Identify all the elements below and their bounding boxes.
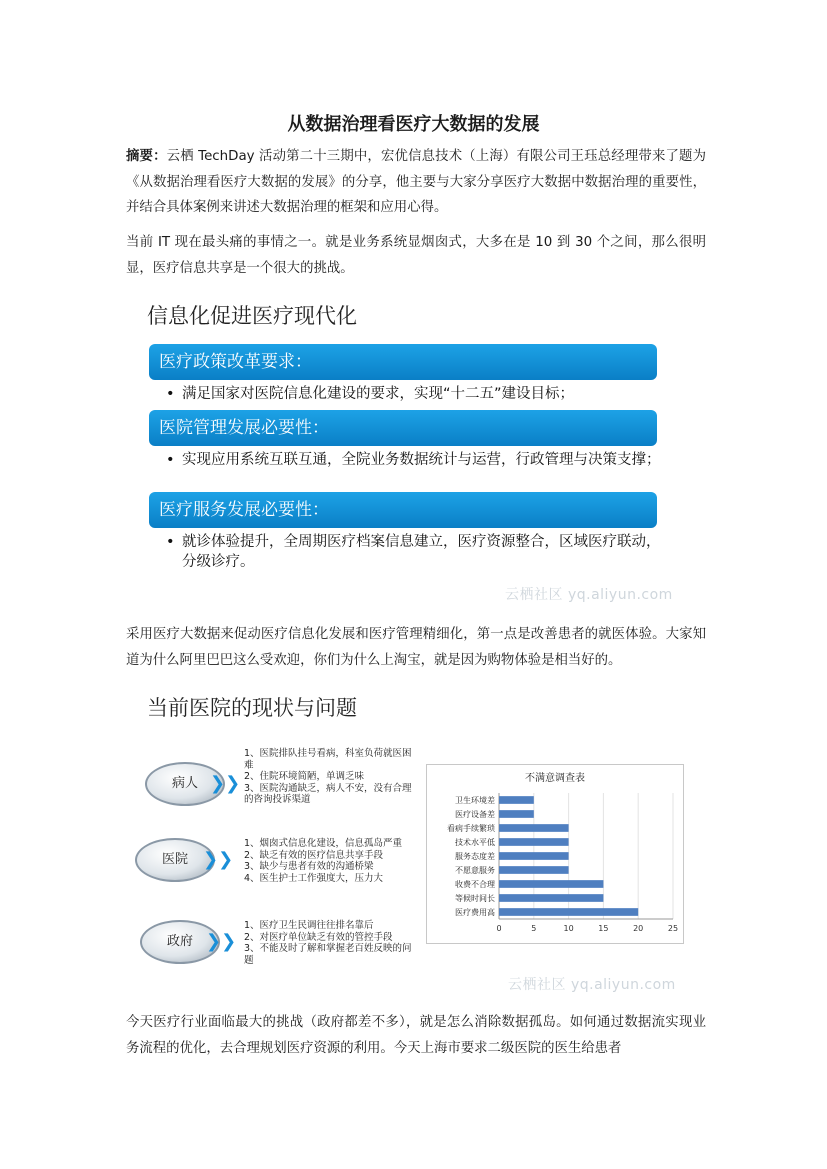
x-tick-label: 20 [633,924,644,933]
slide1-bullet [166,532,666,572]
category-label: 技术水平低 [455,838,495,847]
bullet-glyph: • [166,386,175,402]
category-label: 卫生环境差 [455,796,495,805]
dissatisfaction-chart [427,765,683,943]
slide1-bullet [166,450,666,470]
slide1-bullet-text: 满足国家对医院信息化建设的要求，实现“十二五”建设目标； [182,386,575,402]
abstract-label: 摘要： [126,149,167,164]
slide1-bullet-text: 就诊体验提升，全周期医疗档案信息建立，医疗资源整合，区域医疗联动，分级诊疗。 [182,534,661,570]
issue-line: 4、医生护士工作强度大，压力大 [244,872,384,884]
issue-line: 3、缺少与患者有效的沟通桥梁 [244,861,374,872]
issue-line: 3、不能及时了解和掌握老百姓反映的问题 [244,943,412,966]
group-oval-hospital: 医院 [135,838,215,882]
group-oval-government: 政府 [140,920,220,964]
bar [499,852,569,860]
dissatisfaction-chart-frame [426,764,684,944]
bullet-glyph: • [166,534,175,550]
bar [499,866,569,874]
x-tick-label: 10 [563,924,574,933]
category-label: 看病手续繁琐 [447,824,495,833]
bar [499,810,534,818]
slide1-section-heading: 医疗服务发展必要性： [149,492,657,528]
slide1-watermark: 云栖社区 yq.aliyun.com [505,587,673,603]
bar [499,796,534,804]
paragraph-3: 今天医疗行业面临最大的挑战（政府都差不多），就是怎么消除数据孤岛。如何通过数据流实现业务流程的优化，去合理规划医疗资源的利用。今天上海市要求二级医院的医生给患者 [126,1015,706,1056]
slide1-section-heading: 医疗政策改革要求： [149,344,657,380]
slide2-title: 当前医院的现状与问题 [147,696,357,720]
category-label: 医疗费用高 [455,908,495,917]
document-title: 从数据治理看医疗大数据的发展 [287,114,540,135]
issue-list-government [244,920,420,966]
chart-title: 不满意调查表 [525,773,585,784]
issue-list-patient [244,748,420,806]
issue-line: 1、医疗卫生民调往往排名靠后 [244,920,374,931]
slide2-watermark: 云栖社区 yq.aliyun.com [508,977,676,993]
abstract-text: 云栖 TechDay 活动第二十三期中，宏优信息技术（上海）有限公司王珏总经理带来了题为《从数据治理看医疗大数据的发展》的分享，他主要与大家分享医疗大数据中数据治理的重要性，并结合具体案例来讲述大数据治理的框架和应用心得。 [126,149,706,215]
slide1-bullet [166,384,666,404]
bar [499,824,569,832]
slide1-bullet-text: 实现应用系统互联互通，全院业务数据统计与运营，行政管理与决策支撑； [182,452,661,468]
paragraph-2: 采用医疗大数据来促动医疗信息化发展和医疗管理精细化，第一点是改善患者的就医体验。大家知道为什么阿里巴巴这么受欢迎，你们为什么上淘宝，就是因为购物体验是相当好的。 [126,627,706,668]
group-oval-patient: 病人 [145,762,225,806]
paragraph-1: 当前 IT 现在最头痛的事情之一。就是业务系统显烟囱式，大多在是 10 到 30 个之间，那么很明显，医疗信息共享是一个很大的挑战。 [126,235,706,276]
slide1-section-heading: 医院管理发展必要性： [149,410,657,446]
bar [499,894,603,902]
x-tick-label: 25 [667,924,679,933]
bar [499,838,569,846]
category-label: 服务态度差 [455,852,495,861]
bar [499,908,638,916]
chevron-right-icon: ❯❯ [210,773,241,794]
issue-line: 1、烟囱式信息化建设，信息孤岛严重 [244,838,403,849]
category-label: 不愿意服务 [455,866,495,875]
category-label: 医疗设备差 [455,810,495,819]
chevron-right-icon: ❯❯ [203,849,234,870]
issue-line: 1、医院排队挂号看病，科室负荷就医困难 [244,748,412,771]
abstract-paragraph [126,144,706,221]
x-tick-label: 15 [598,924,609,933]
issue-line: 2、缺乏有效的医疗信息共享手段 [244,849,384,861]
issue-line: 2、对医疗单位缺乏有效的管控手段 [244,931,393,943]
category-label: 等候时间长 [455,894,495,903]
x-tick-label: 0 [496,924,502,933]
issue-line: 2、住院环境简陋，单调乏味 [244,771,365,782]
slide1-title: 信息化促进医疗现代化 [147,304,357,328]
issue-list-hospital [244,838,420,884]
chevron-right-icon: ❯❯ [206,931,237,952]
x-tick-label: 5 [531,924,537,933]
issue-line: 3、医院沟通缺乏，病人不安，没有合理的咨询投诉渠道 [244,782,412,805]
bullet-glyph: • [166,452,175,468]
category-label: 收费不合理 [455,880,495,889]
bar [499,880,603,888]
